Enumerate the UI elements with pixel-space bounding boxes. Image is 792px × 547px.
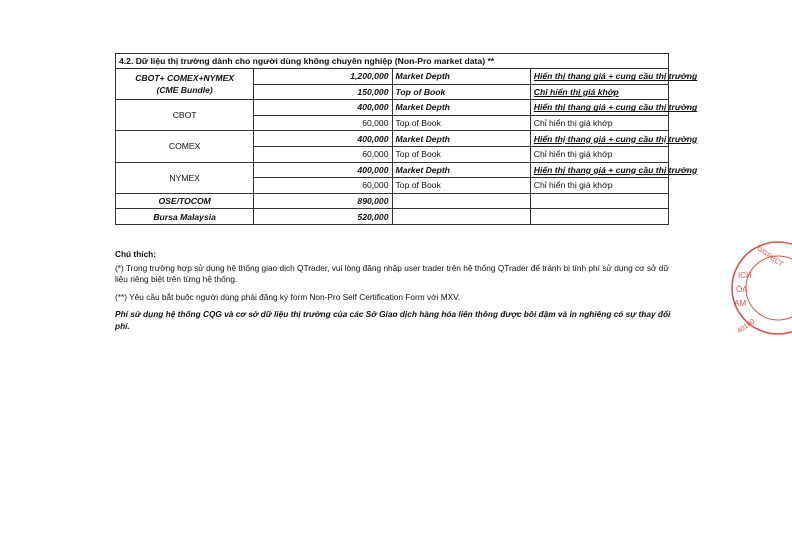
product-name-comex: COMEX bbox=[116, 131, 254, 162]
data-type-cell: Market Depth bbox=[392, 100, 530, 116]
notes-title: Chú thích: bbox=[115, 249, 157, 259]
data-type-cell: Top of Book bbox=[392, 146, 530, 162]
table-row bbox=[116, 162, 669, 178]
price-cell: 60,000 bbox=[254, 178, 392, 194]
description-cell bbox=[530, 209, 668, 225]
price-cell: 400,000 bbox=[254, 100, 392, 116]
table-row bbox=[116, 69, 669, 85]
official-stamp bbox=[730, 240, 792, 340]
price-cell: 1,200,000 bbox=[254, 69, 392, 85]
data-type-cell bbox=[392, 193, 530, 209]
table-row bbox=[116, 193, 669, 209]
price-cell: 400,000 bbox=[254, 162, 392, 178]
product-name-line: CBOT+ COMEX+NYMEX bbox=[135, 73, 235, 84]
stamp-inner-ring bbox=[746, 256, 792, 320]
data-type-cell: Market Depth bbox=[392, 162, 530, 178]
market-data-table bbox=[115, 53, 698, 225]
data-type-cell: Market Depth bbox=[392, 69, 530, 85]
price-cell: 520,000 bbox=[254, 209, 392, 225]
table-row bbox=[116, 100, 669, 116]
description-cell: Hiển thị thang giá + cung cầu thị trường bbox=[530, 100, 668, 116]
table-row bbox=[116, 131, 669, 147]
data-type-cell: Top of Book bbox=[392, 84, 530, 100]
description-cell: Hiển thị thang giá + cung cầu thị trường bbox=[530, 162, 668, 178]
data-type-cell: Top of Book bbox=[392, 178, 530, 194]
notes-section bbox=[115, 249, 675, 338]
table-row bbox=[116, 209, 669, 225]
note-fee-change: Phí sử dụng hệ thống CQG và cơ sở dữ liệu thị trường của các Sở Giao dịch hàng hóa liên thông được bôi đậm và in nghiêng có sự thay đổi phí. bbox=[115, 309, 671, 331]
price-cell: 890,000 bbox=[254, 193, 392, 209]
description-cell: Chỉ hiển thị giá khớp bbox=[530, 84, 668, 100]
stamp-text-line: ICH bbox=[738, 271, 752, 280]
note-qtrader: (*) Trong trường hợp sử dụng hệ thống giao dịch QTrader, vui lòng đăng nhập user trader trên hệ thống QTrader để tránh bị tính phí sử dụng cơ sở dữ liệu riêng biệt trên từng hệ thống. bbox=[115, 262, 669, 284]
section-title: 4.2. Dữ liệu thị trường dành cho người dùng không chuyên nghiệp (Non-Pro market data) ** bbox=[116, 54, 669, 69]
price-cell: 60,000 bbox=[254, 146, 392, 162]
product-name-cme-bundle bbox=[116, 69, 254, 100]
product-name-line: (CME Bundle) bbox=[156, 85, 213, 96]
description-cell: Chỉ hiển thị giá khớp bbox=[530, 115, 668, 131]
product-name-nymex: NYMEX bbox=[116, 162, 254, 193]
stamp-seal bbox=[730, 240, 792, 340]
product-name-bursa-malaysia: Bursa Malaysia bbox=[116, 209, 254, 225]
description-cell bbox=[530, 193, 668, 209]
stamp-text-line: AM bbox=[734, 299, 746, 308]
stamp-text-line: ÓA bbox=[736, 285, 748, 294]
price-cell: 60,000 bbox=[254, 115, 392, 131]
description-cell: Chỉ hiển thị giá khớp bbox=[530, 146, 668, 162]
data-type-cell bbox=[392, 209, 530, 225]
note-non-pro-form: (**) Yêu cầu bắt buộc người dùng phải đăng ký form Non-Pro Self Certification Form với MXV. bbox=[115, 291, 461, 302]
price-cell: 150,000 bbox=[254, 84, 392, 100]
data-type-cell: Top of Book bbox=[392, 115, 530, 131]
product-name-cbot: CBOT bbox=[116, 100, 254, 131]
description-cell: Hiển thị thang giá + cung cầu thị trường bbox=[530, 69, 668, 85]
product-name-ose-tocom: OSE/TOCOM bbox=[116, 193, 254, 209]
stamp-text-bottom: 40180 bbox=[736, 318, 757, 336]
data-type-cell: Market Depth bbox=[392, 131, 530, 147]
stamp-text-top: 0/GPBCT bbox=[755, 245, 785, 269]
description-cell: Chỉ hiển thị giá khớp bbox=[530, 178, 668, 194]
price-cell: 400,000 bbox=[254, 131, 392, 147]
section-header-row bbox=[116, 54, 669, 69]
description-cell: Hiển thị thang giá + cung cầu thị trường bbox=[530, 131, 668, 147]
